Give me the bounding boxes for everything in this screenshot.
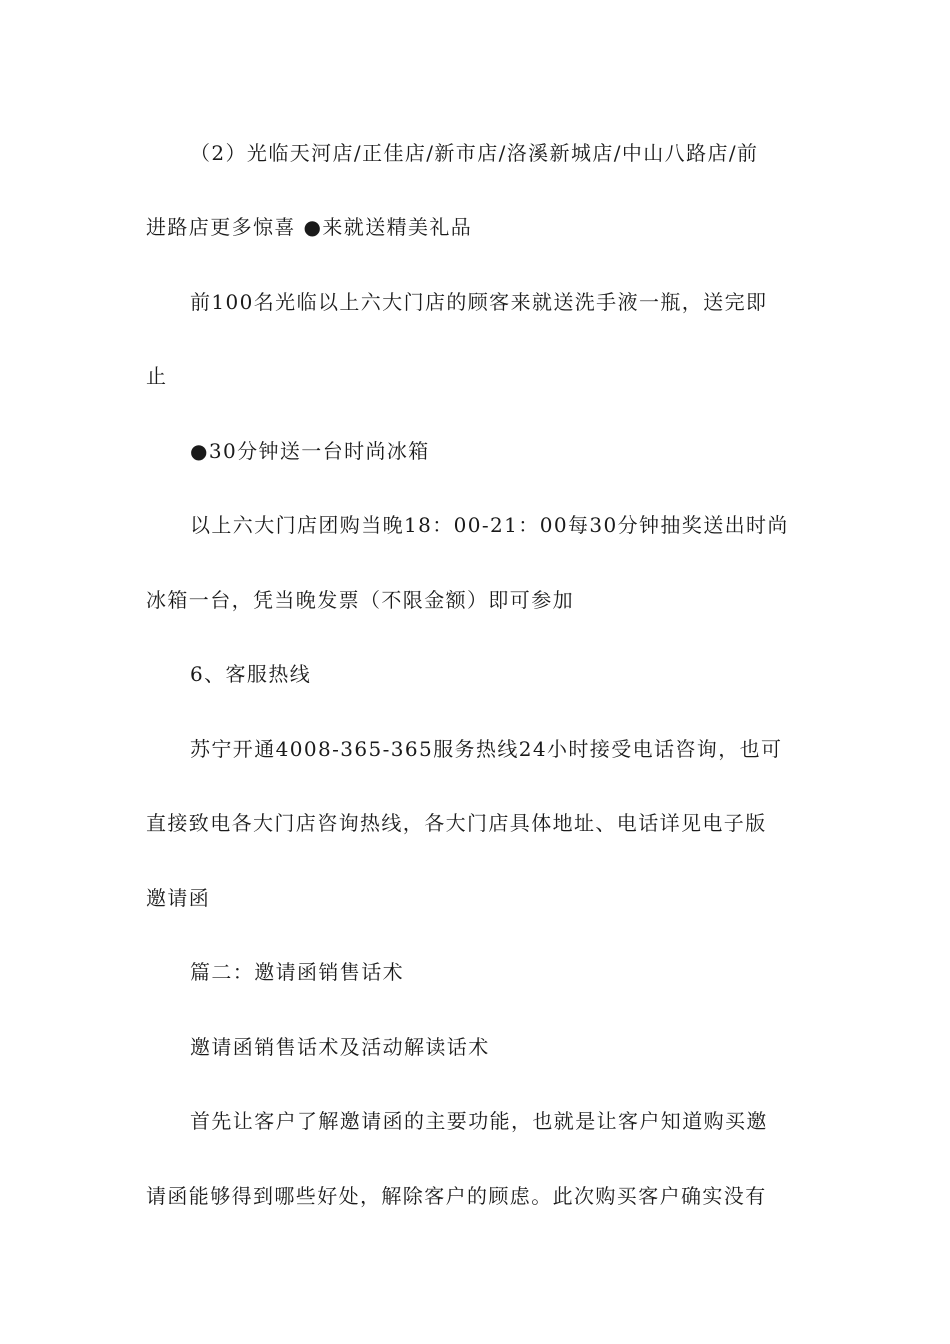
section-heading: 篇二：邀请函销售话术 <box>190 960 404 984</box>
paragraph-line: 进路店更多惊喜 ●来就送精美礼品 <box>146 215 473 239</box>
paragraph-line: 苏宁开通4008-365-365服务热线24小时接受电话咨询，也可 <box>190 737 783 761</box>
paragraph-line: 请函能够得到哪些好处，解除客户的顾虑。此次购买客户确实没有 <box>146 1184 767 1208</box>
paragraph-line: 直接致电各大门店咨询热线，各大门店具体地址、电话详见电子版 <box>146 811 767 835</box>
paragraph-line: 以上六大门店团购当晚18：00-21：00每30分钟抽奖送出时尚 <box>190 513 789 537</box>
paragraph-line: ●30分钟送一台时尚冰箱 <box>190 439 430 463</box>
paragraph-line: （2）光临天河店/正佳店/新市店/洛溪新城店/中山八路店/前 <box>190 141 759 165</box>
section-heading: 6、客服热线 <box>190 662 312 686</box>
paragraph-line: 前100名光临以上六大门店的顾客来就送洗手液一瓶，送完即 <box>190 290 768 314</box>
paragraph-line: 冰箱一台，凭当晚发票（不限金额）即可参加 <box>146 588 574 612</box>
paragraph-line: 邀请函 <box>146 886 211 910</box>
subheading: 邀请函销售话术及活动解读话术 <box>190 1035 490 1059</box>
paragraph-line: 首先让客户了解邀请函的主要功能，也就是让客户知道购买邀 <box>190 1109 768 1133</box>
paragraph-line: 止 <box>146 364 168 388</box>
